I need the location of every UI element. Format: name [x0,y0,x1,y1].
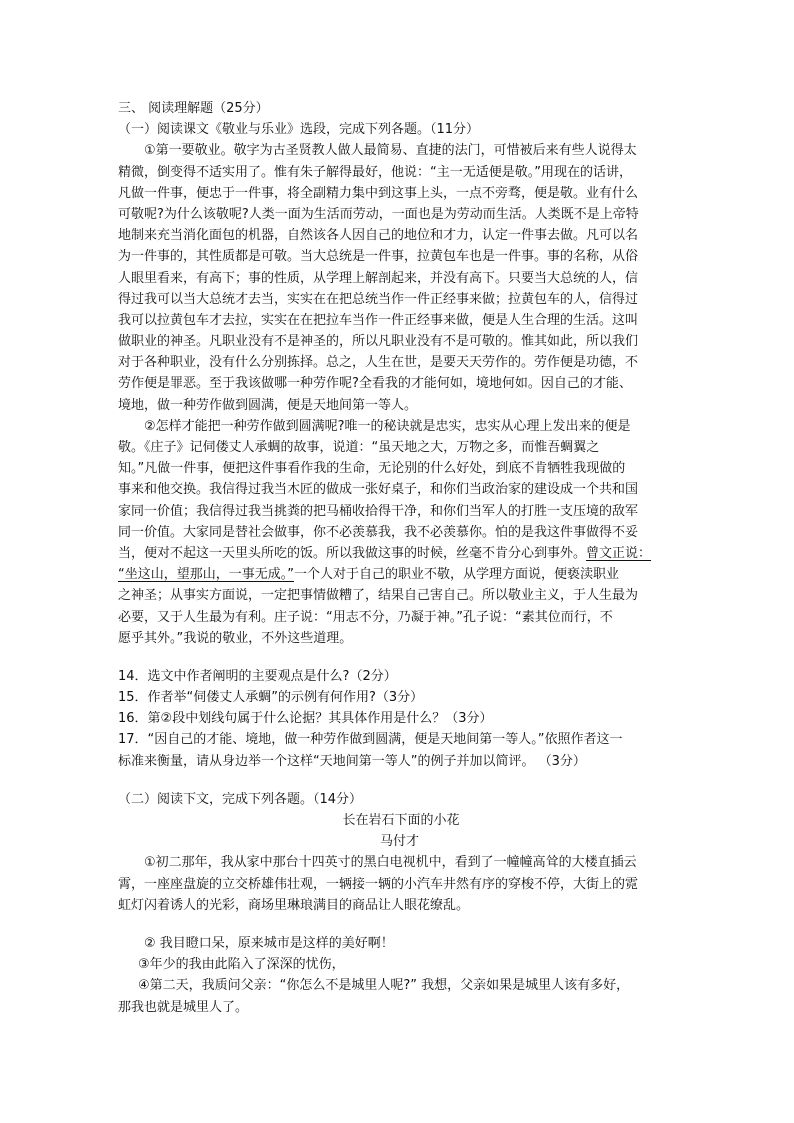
text-line: ①第一要敬业。敬字为古圣贤教人做人最简易、直捷的法门，可惜被后来有些人说得太 [144,143,637,159]
part2-header: （二）阅读下文，完成下列各题。（14分） [118,791,363,807]
text-line [118,543,684,564]
text-line: 为一件事的，其性质都是可敬。当大总统是一件事，拉黄包车也是一件事。事的名称，从俗 [118,249,639,265]
text-span: 当，便对不起这一天里头所吃的饭。所以我做这事的时候，丝毫不肯分心到事外。 [118,545,587,561]
question-17-continued: 标准来衡量，请从身边举一个这样“天地间第一等人”的例子并加以简评。 （3分） [118,753,586,769]
document-page [118,98,684,1018]
text-line: 对于各种职业，没有什么分别拣择。总之，人生在世，是要天天劳作的。劳作便是功德，不 [118,355,639,371]
text-span: 一个人对于自己的职业不敬，从学理方面说，便亵渎职业 [293,567,619,583]
text-line: 境地，做一种劳作做到圆满，便是天地间第一等人。 [118,397,418,413]
question-16: 16．第②段中划线句属于什么论据？其具体作用是什么？（3分） [118,711,493,727]
text-line: 知。”凡做一件事，便把这件事看作我的生命，无论别的什么好处，到底不肯牺牲我现做的 [118,461,626,477]
text-line: 劳作便是罪恶。至于我该做哪一种劳作呢?全看我的才能何如，境地何如。因自己的才能、 [118,376,632,392]
text-line: 霄，一座座盘旋的立交桥雄伟壮观，一辆接一辆的小汽车井然有序的穿梭不停，大街上的霓 [118,876,639,892]
part2-paragraph-4 [118,975,684,1017]
text-line: 那我也就是城里人了。 [118,999,249,1015]
text-line [118,564,684,585]
part2-paragraph-2: ② 我目瞪口呆，原来城市是这样的美好啊！ [144,935,394,951]
text-line: 愿乎其外。”我说的敬业，不外这些道理。 [118,630,353,646]
spacer [118,772,684,789]
text-line: 可敬呢?为什么该敬呢?人类一面为生活而劳动，一面也是为劳动而生活。人类既不是上帝特 [118,206,639,222]
underlined-sentence: “坐这山，望那山，一事无成。” [118,567,294,583]
part2-paragraph-3: ③年少的我由此陷入了深深的忧伤， [138,957,345,973]
article-title: 长在岩石下面的小花 [342,813,460,828]
article-author: 马付才 [380,834,420,850]
text-line: ④第二天，我质问父亲：“你怎么不是城里人呢?” 我想，父亲如果是城里人该有多好， [138,978,630,994]
spacer [118,916,684,933]
underlined-sentence: 曾文正说： [586,545,652,561]
text-line: 我可以拉黄包车才去拉，实实在在把拉车当作一件正经事来做，便是人生合理的生活。这叫 [118,312,639,328]
part1-questions [118,666,684,772]
question-14: 14．选文中作者阐明的主要观点是什么?（2分） [118,668,397,684]
text-line: 家同一价值；我信得过我当挑粪的把马桶收拾得干净，和你们当军人的打胜一支压境的敌军 [118,503,639,519]
question-15: 15．作者举“伺偻丈人承蜩”的示例有何作用?（3分） [118,690,424,706]
text-line: 得过我可以当大总统才去当，实实在在把总统当作一件正经事来做；拉黄包车的人，信得过 [118,291,639,307]
part2-paragraph-1 [118,852,684,916]
text-line: 之神圣；从事实方面说，一定把事情做糟了，结果自己害自己。所以敬业主义，于人生最为 [118,588,639,604]
text-line: 做职业的神圣。凡职业没有不是神圣的，所以凡职业没有不是可敬的。惟其如此，所以我们 [118,334,639,350]
text-line: 地制来充当消化面包的机器，自然该各人因自己的地位和才力，认定一件事去做。凡可以名 [118,228,639,244]
spacer [118,649,684,666]
text-line: ②怎样才能把一种劳作做到圆满呢?唯一的秘诀就是忠实，忠实从心理上发出来的便是 [144,418,631,434]
text-line: 事来和他交换。我信得过我当木匠的做成一张好桌子，和你们当政治家的建设成一个共和国 [118,482,639,498]
question-17: 17．“因自己的才能、境地，做一种劳作做到圆满，便是天地间第一等人。”依照作者这一 [118,732,623,748]
text-line: 虹灯闪着诱人的光彩，商场里琳琅满目的商品让人眼花缭乱。 [118,897,470,913]
text-line: 必要，又于人生最为有利。庄子说：“用志不分，乃凝于神。”孔子说：“素其位而行，不 [118,609,613,625]
text-line: 凡做一件事，便忠于一件事，将全副精力集中到这事上头，一点不旁骛，便是敬。业有什么 [118,185,639,201]
text-line: 精微，倒变得不适实用了。惟有朱子解得最好，他说：“主一无适便是敬。”用现在的话讲， [118,164,632,180]
text-line: ①初二那年，我从家中那台十四英寸的黑白电视机中，看到了一幢幢高耸的大楼直插云 [144,855,637,871]
text-line: 人眼里看来，有高下；事的性质，从学理上解剖起来，并没有高下。只要当大总统的人，信 [118,270,639,286]
part1-paragraph-2 [118,416,684,649]
section-title: 三、 阅读理解题（25分） [118,101,269,116]
text-line: 敬。《庄子》记伺偻丈人承蜩的故事，说道：“虽天地之大，万物之多，而惟吾蜩翼之 [118,440,600,455]
text-line: 同一价值。大家同是替社会做事，你不必羡慕我，我不必羡慕你。怕的是我这件事做得不妥 [118,524,639,540]
part1-paragraph-1 [118,140,684,415]
part1-header: （一）阅读课文《敬业与乐业》选段，完成下列各题。（11分） [118,122,480,138]
